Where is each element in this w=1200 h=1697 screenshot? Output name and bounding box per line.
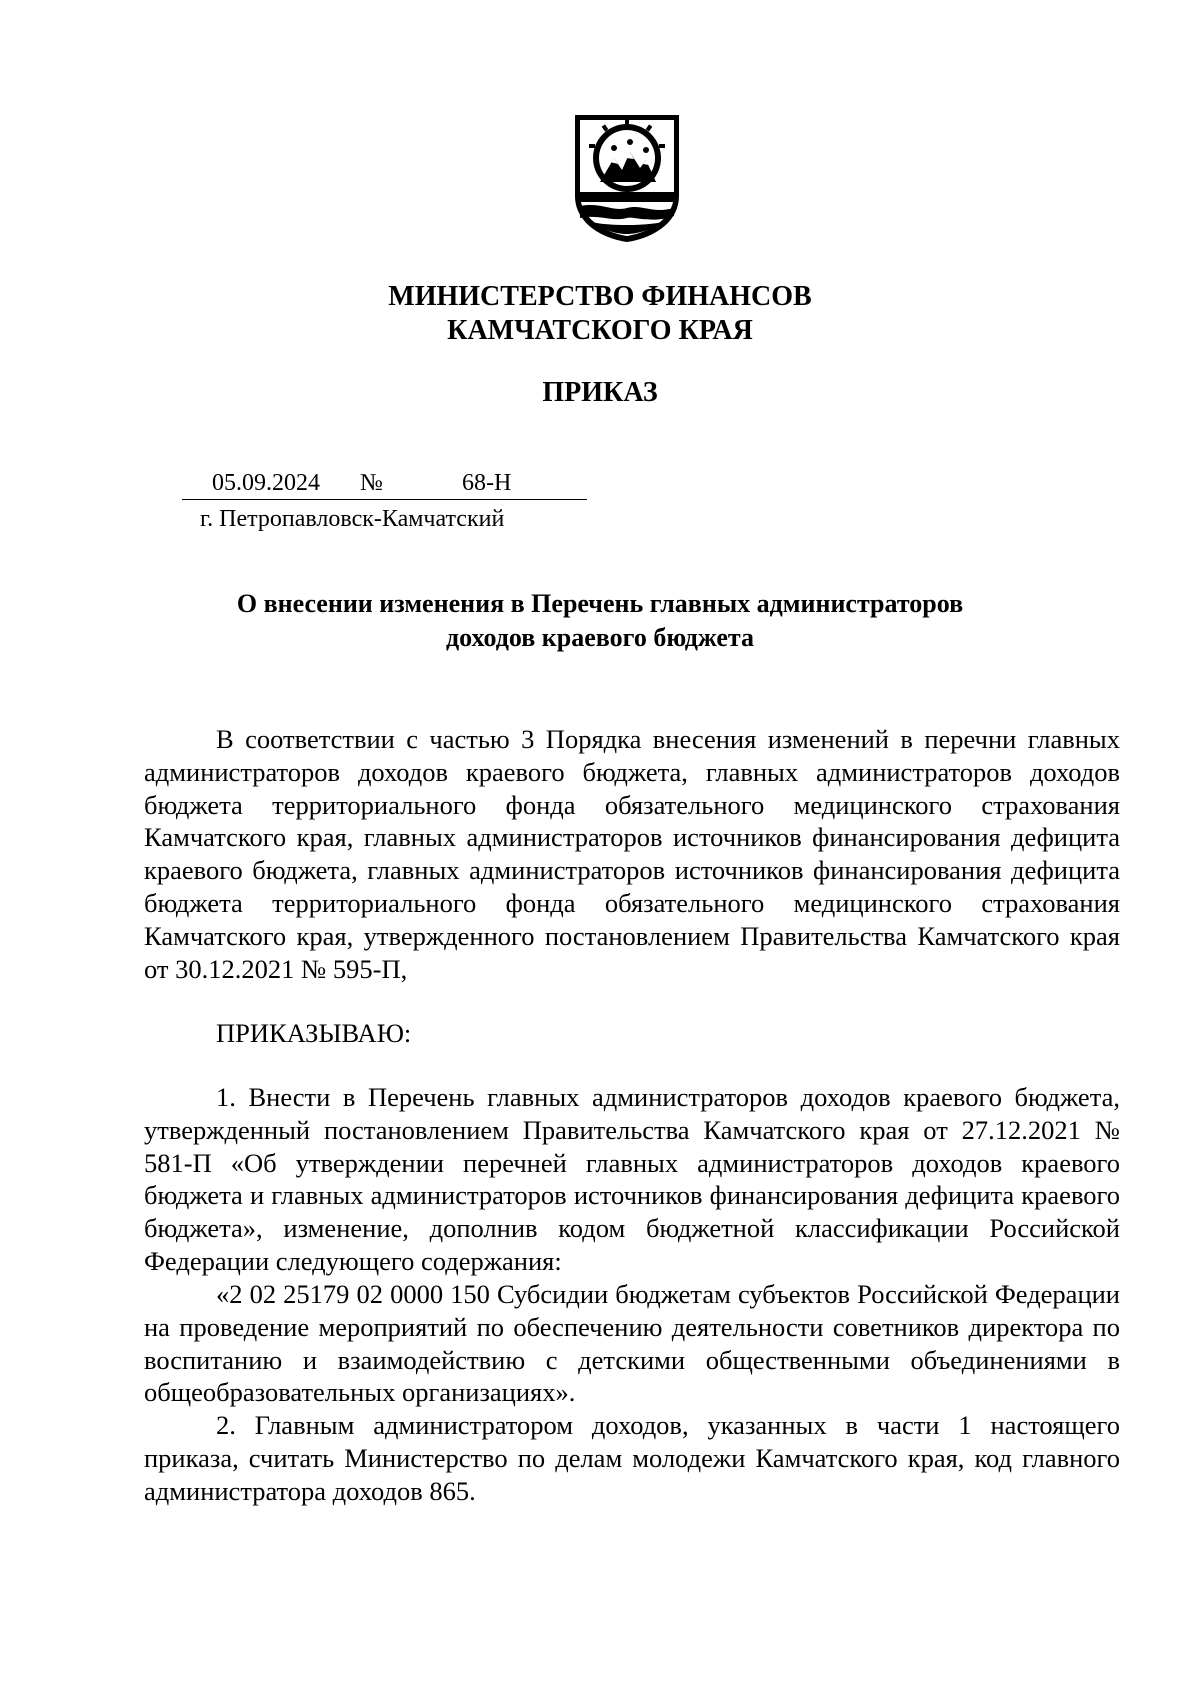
subject-title-line2: доходов краевого бюджета xyxy=(446,623,754,652)
order-date: 05.09.2024 xyxy=(212,470,320,496)
issue-city: г. Петропавловск-Камчатский xyxy=(200,506,505,532)
item-1-paragraph: 1. Внести в Перечень главных администраторов доходов краевого бюджета, утвержденный постановлением Правительства Камчатского края от 27.12.2021 № 581-П «Об утверждении перечней главных администраторов доходов краевого бюджета и главных администраторов источников финансирования дефицита краевого бюджета», изменение, дополнив кодом бюджетной классификации Российской Федерации следующего содержания: xyxy=(144,1082,1120,1276)
order-number: 68-Н xyxy=(462,470,512,496)
coat-of-arms-icon xyxy=(572,112,682,244)
item-2-paragraph: 2. Главным администратором доходов, указанных в части 1 настоящего приказа, считать Министерство по делам молодежи Камчатского края, код главного администратора доходов 865. xyxy=(144,1410,1120,1506)
registration-underline xyxy=(182,499,587,500)
ministry-name-line2: КАМЧАТСКОГО КРАЯ xyxy=(447,315,753,346)
item-1-quote: «2 02 25179 02 0000 150 Субсидии бюджетам субъектов Российской Федерации на проведение мероприятий по обеспечению деятельности советников директора по воспитанию и взаимодействию с детскими общественными объединениями в общеобразовательных организациях». xyxy=(144,1279,1120,1408)
document-type: ПРИКАЗ xyxy=(542,377,658,408)
ministry-name-line1: МИНИСТЕРСТВО ФИНАНСОВ xyxy=(388,281,812,312)
order-word: ПРИКАЗЫВАЮ: xyxy=(216,1018,412,1048)
subject-title-line1: О внесении изменения в Перечень главных администраторов xyxy=(236,589,964,618)
number-sign: № xyxy=(360,470,383,496)
preamble-paragraph: В соответствии с частью 3 Порядка внесения изменений в перечни главных администраторов доходов краевого бюджета, главных администраторов доходов бюджета территориального фонда обязательного медицинского страхования Камчатского края, главных администраторов источников финансирования дефицита краевого бюджета, главных администраторов источников финансирования дефицита бюджета территориального фонда обязательного медицинского страхования Камчатского края, утвержденного постановлением Правительства Камчатского края от 30.12.2021 № 595-П, xyxy=(144,724,1120,984)
